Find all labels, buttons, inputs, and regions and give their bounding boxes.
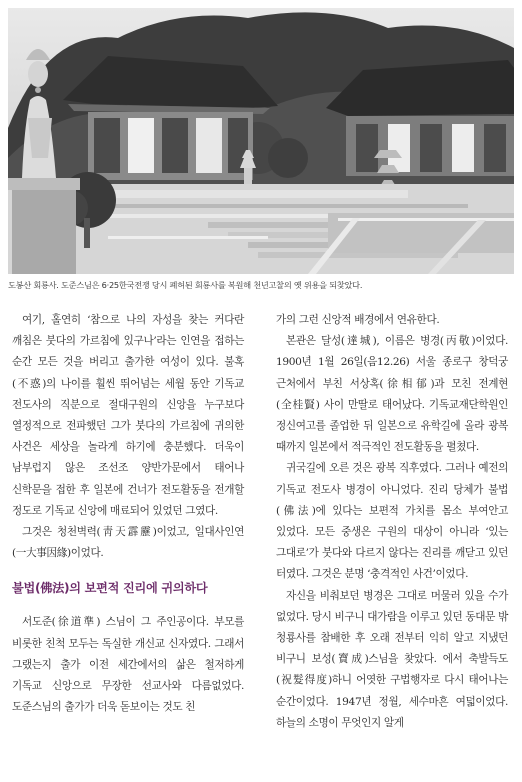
- section-heading: 불법(佛法)의 보편적 진리에 귀의하다: [12, 581, 208, 596]
- temple-photo: [8, 8, 514, 274]
- left-column: [12, 310, 244, 718]
- body-paragraph: 서도준(徐道準) 스님이 그 주인공이다. 부모를 비롯한 친척 모두는 독실한 개신교 신자였다. 그래서 그랬는지 출가 이전 세간에서의 삶은 철저하게 기독교 신앙으로 무장한 선교사와 다름없었다. 도준스님의 출가가 더욱 돋보이는 것도 친: [12, 616, 244, 714]
- right-column: [276, 310, 508, 734]
- body-paragraph: 그것은 청천벽력(靑天霹靂)이었고, 일대사인연(一大事因緣)이었다.: [12, 526, 244, 560]
- body-paragraph: 귀국길에 오른 것은 광복 직후였다. 그러나 예전의 기독교 전도사 병경이 아니었다. 진리 당체가 불법(佛法)에 있다는 보편적 가치를 몸소 부여안고 있었다. 모든 중생은 구원의 대상이 아니라 ‘있는 그대로’가 붓다와 다르지 않다는 진리를 깨닫고 있던 터였다. 그것은 분명 ‘충격적인 사건’이었다.: [276, 462, 508, 581]
- body-paragraph: 가의 그런 신앙적 배경에서 연유한다.: [276, 314, 440, 326]
- photo-caption: 도봉산 회룡사. 도준스님은 6·25한국전쟁 당시 폐허된 회룡사를 복원해 천년고찰의 옛 위용을 되찾았다.: [8, 280, 363, 290]
- body-paragraph: 자신을 비춰보던 병경은 그대로 머물러 있을 수가 없었다. 당시 비구니 대가람을 이루고 있던 동대문 밖 청룡사를 참배한 후 오래 전부터 익히 알고 지냈던 비구니 보성(寶成)스님을 찾았다. 에서 축발득도(祝髮得度)하니 어엿한 구법행자로 다시 태어나는 순간이었다. 1947년 정월, 세수마흔 여덟이었다. 하늘의 소명이 무엇인지 알게: [276, 589, 508, 729]
- body-paragraph: 여기, 홀연히 ‘참으로 나의 자성을 찾는 커다란 깨침은 붓다의 가르침에 있구나’라는 인연을 접하는 순간 모든 것을 버리고 출가한 여성이 있다. 불혹(不惑)의 나이를 훨씬 뛰어넘는 세월 동안 기독교 전도사의 직분으로 절대구원의 신앙을 누구보다 열정적으로 전파했던 그가 붓다의 가르침에 귀의한 사건은 세상을 놀라게 하기에 충분했다. 더욱이 남부럽지 않은 조선조 양반가문에서 태어나 신학문을 접한 후 일본에 건너가 전도활동을 전개할 정도로 기독교 신앙에 매료되어 있었던 그였다.: [12, 314, 244, 517]
- body-paragraph: 본관은 달성(達城), 이름은 병경(丙敬)이었다. 1900년 1월 26일(음12.26) 서울 종로구 창덕궁 근처에서 부친 서상혹(徐相郁)과 모친 전계현(全桂賢) 사이 만딸로 태어났다. 기독교재단학원인 정신여고를 졸업한 뒤 일본으로 유학길에 올라 광복 때까지 일본에서 적극적인 전도활동을 펼쳤다.: [276, 335, 508, 454]
